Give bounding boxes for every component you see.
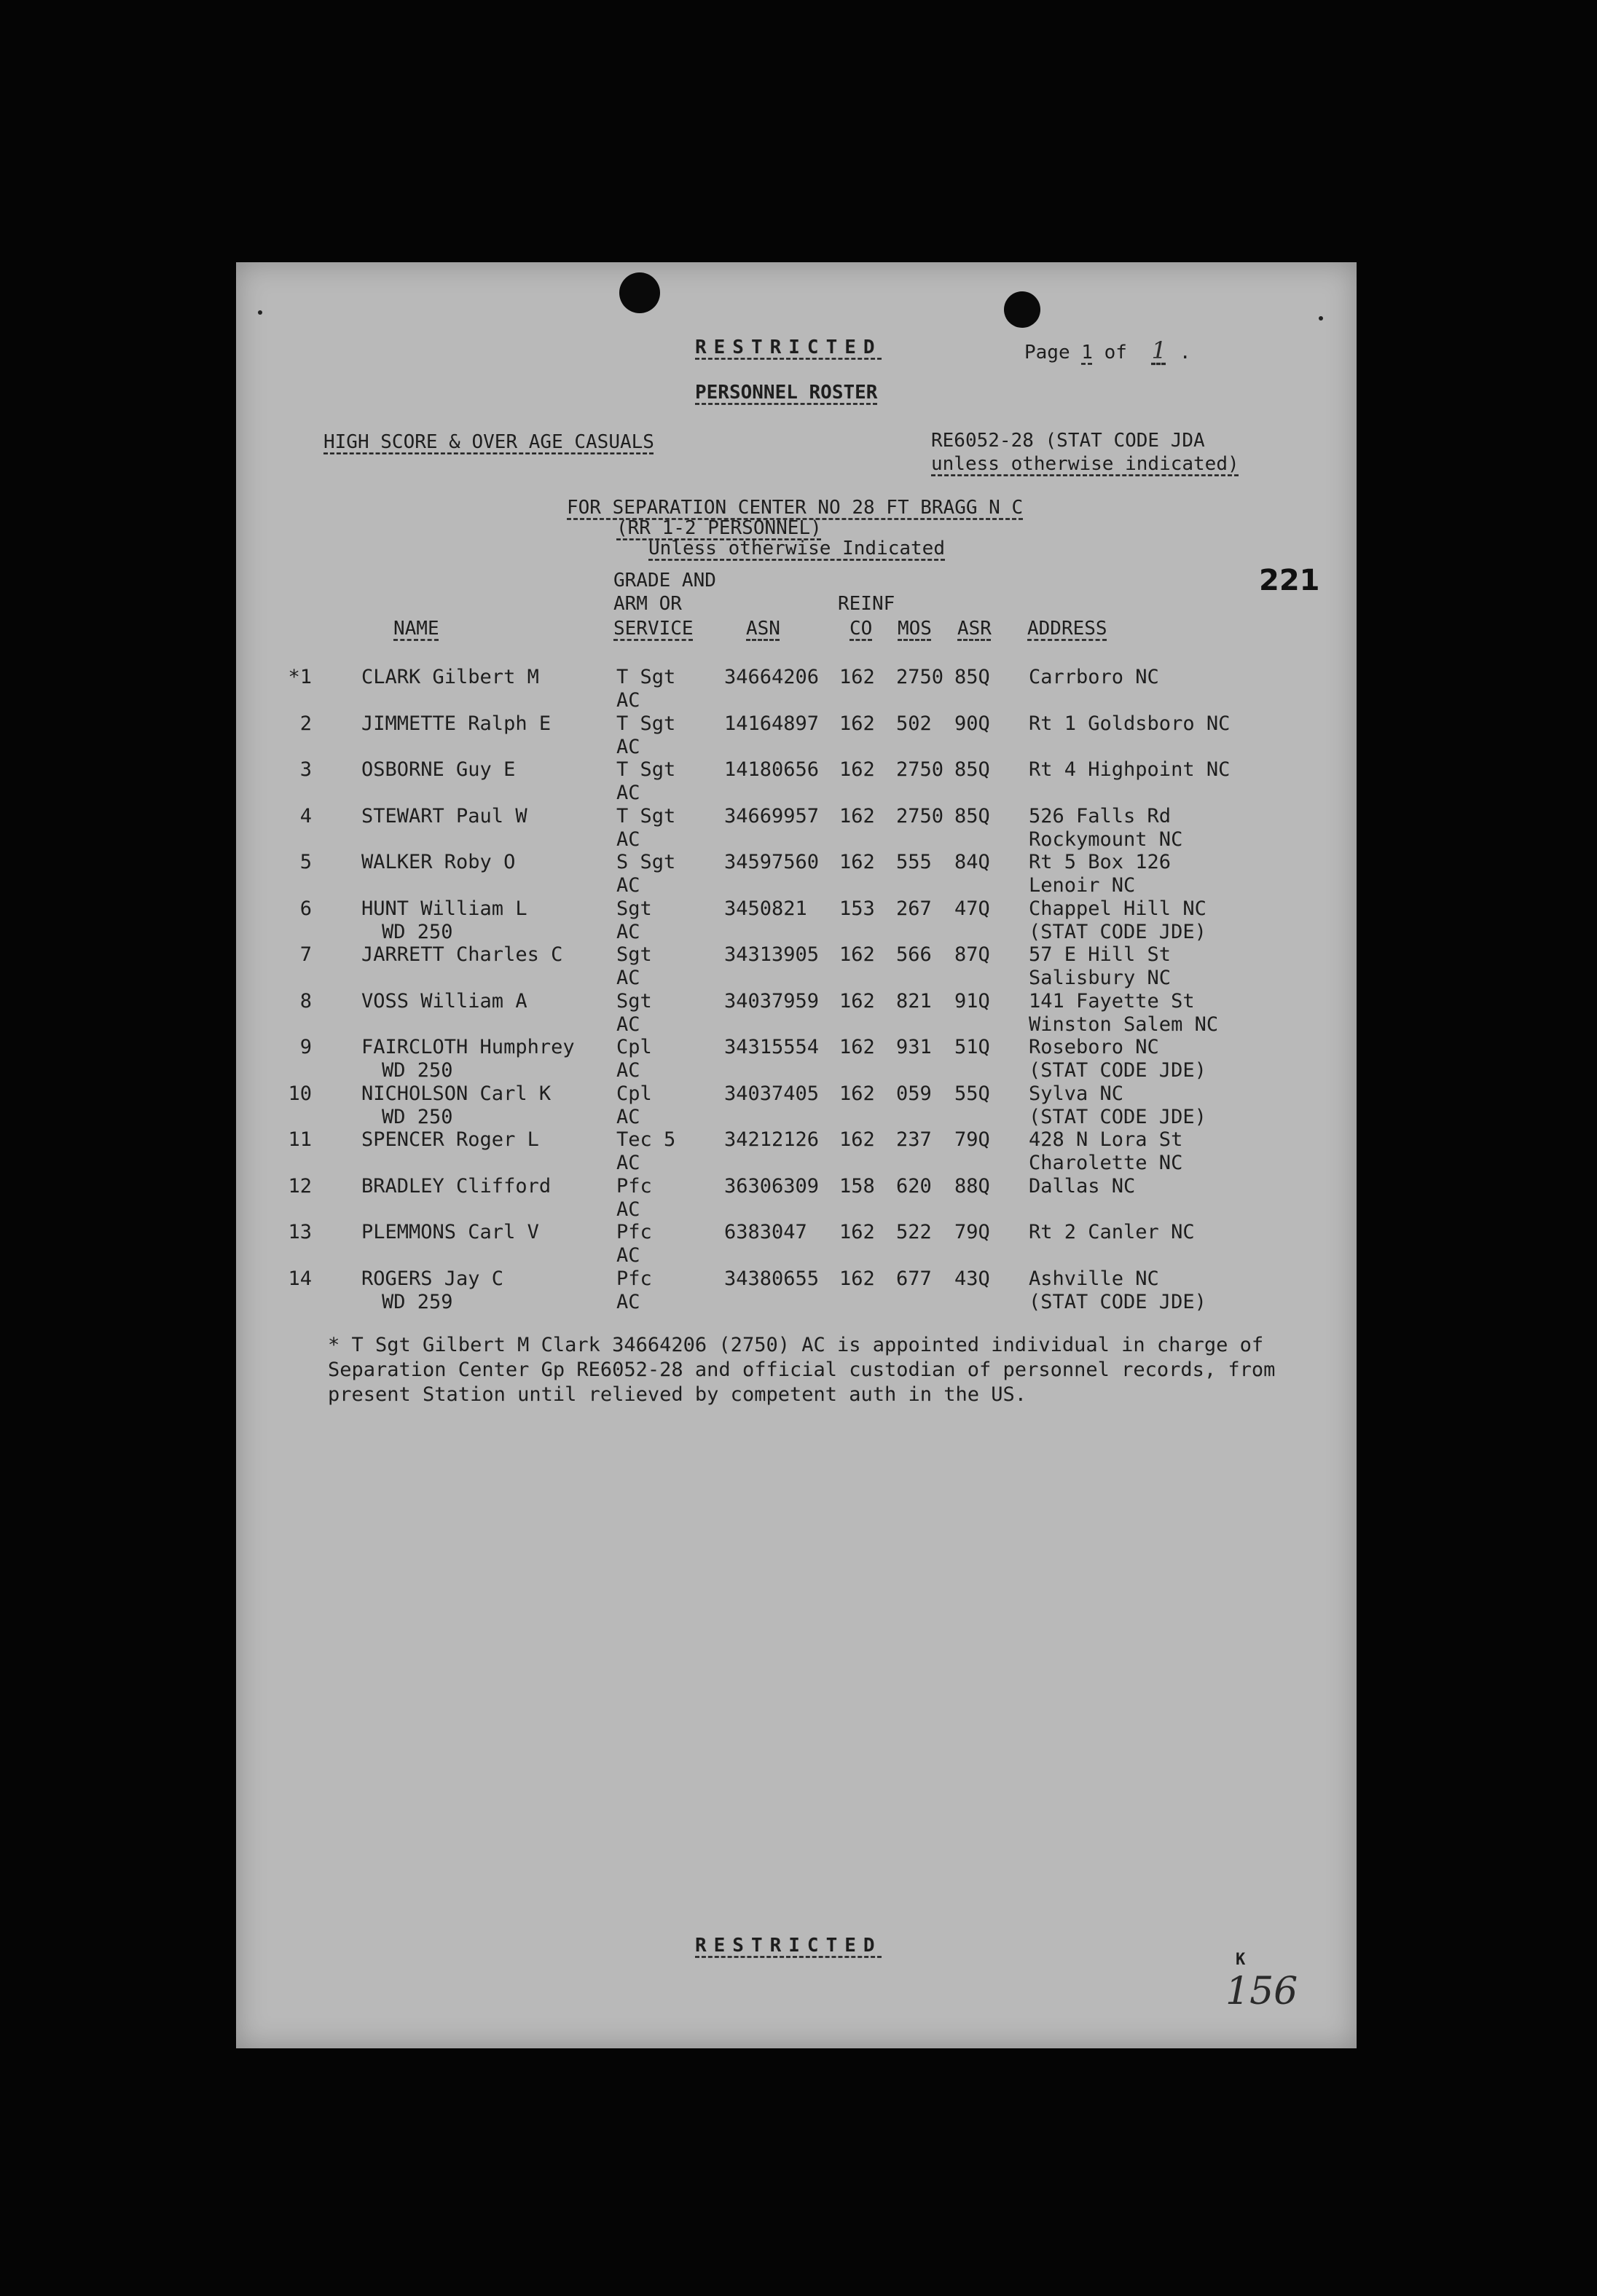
col-mos: MOS	[898, 618, 932, 640]
row-name: FAIRCLOTH Humphrey	[361, 1036, 575, 1058]
corner-mark: K	[1236, 1951, 1246, 1969]
row-name: BRADLEY Clifford	[361, 1174, 552, 1198]
table-row	[236, 1267, 1357, 1314]
classification-bottom: RESTRICTED	[695, 1935, 882, 1957]
row-mos: 2750	[896, 666, 944, 688]
row-address-2: (STAT CODE JDE)	[1029, 1105, 1206, 1128]
row-asn: 6383047	[724, 1221, 807, 1243]
row-number: 2	[299, 712, 312, 735]
col-name: NAME	[393, 618, 439, 640]
row-mos: 677	[896, 1267, 932, 1290]
col-address: ADDRESS	[1027, 618, 1107, 640]
row-address-1: 428 N Lora St	[1029, 1128, 1183, 1151]
row-arm: AC	[616, 1105, 640, 1128]
unless-line: Unless otherwise Indicated	[648, 538, 945, 559]
row-co: 162	[839, 666, 875, 688]
row-address-2: Winston Salem NC	[1029, 1013, 1219, 1036]
page-of: of	[1104, 342, 1127, 363]
row-grade: Sgt	[616, 897, 652, 920]
row-name: SPENCER Roger L	[361, 1128, 539, 1151]
row-name: WALKER Roby O	[361, 851, 516, 873]
footnote	[328, 1333, 1275, 1407]
roster-title: PERSONNEL ROSTER	[695, 382, 878, 404]
row-asr: 79Q	[954, 1128, 990, 1151]
document-page	[236, 262, 1357, 2048]
table-row	[236, 758, 1357, 805]
row-grade: S Sgt	[616, 851, 676, 873]
row-name: CLARK Gilbert M	[361, 666, 539, 688]
col-asn: ASN	[746, 618, 780, 640]
row-mos: 2750	[896, 804, 944, 827]
row-arm: AC	[616, 1013, 640, 1036]
row-asr: 43Q	[954, 1267, 990, 1290]
row-mos: 059	[896, 1082, 932, 1105]
row-grade: Sgt	[616, 989, 652, 1013]
row-address-1: Rt 4 Highpoint NC	[1029, 758, 1231, 781]
table-row	[236, 1221, 1357, 1267]
row-address-2: (STAT CODE JDE)	[1029, 920, 1206, 943]
row-number: 10	[288, 1082, 312, 1105]
row-asn: 34212126	[724, 1128, 820, 1151]
row-number: 7	[299, 943, 312, 966]
punch-hole-right	[1004, 291, 1040, 328]
row-co: 162	[839, 758, 875, 781]
row-address-1: Rt 1 Goldsboro NC	[1029, 712, 1231, 735]
row-co: 162	[839, 804, 875, 827]
row-asr: 85Q	[954, 758, 990, 781]
row-asn: 34315554	[724, 1036, 820, 1058]
col-reinf: REINF	[838, 593, 895, 615]
row-name: OSBORNE Guy E	[361, 758, 516, 781]
row-mos: 2750	[896, 758, 944, 781]
footnote-line-2: Separation Center Gp RE6052-28 and official custodian of personnel records, from	[328, 1359, 1276, 1381]
page-total: 1	[1151, 337, 1166, 364]
table-row	[236, 712, 1357, 759]
row-address-1: 57 E Hill St	[1029, 943, 1172, 966]
row-asr: 88Q	[954, 1174, 990, 1198]
col-grade-line3: SERVICE	[613, 618, 694, 640]
row-address-2: Salisbury NC	[1029, 967, 1172, 989]
row-address-2: (STAT CODE JDE)	[1029, 1290, 1206, 1313]
row-number: *1	[288, 666, 312, 688]
table-row	[236, 1175, 1357, 1222]
row-address-2: Rockymount NC	[1029, 827, 1183, 851]
row-number: 12	[288, 1174, 312, 1198]
row-arm: AC	[616, 1244, 640, 1267]
row-grade: Tec 5	[616, 1128, 676, 1151]
separation-center-line: FOR SEPARATION CENTER NO 28 FT BRAGG N C	[567, 497, 1024, 519]
row-grade: Sgt	[616, 943, 652, 966]
row-co: 162	[839, 943, 875, 966]
row-asn: 3450821	[724, 897, 807, 920]
row-mos: 821	[896, 989, 932, 1013]
row-co: 162	[839, 1221, 875, 1243]
row-address-1: Sylva NC	[1029, 1082, 1124, 1105]
row-co: 158	[839, 1174, 875, 1198]
row-arm: AC	[616, 920, 640, 943]
row-co: 153	[839, 897, 875, 920]
table-row	[236, 1082, 1357, 1129]
row-name: JARRETT Charles C	[361, 943, 563, 966]
row-mos: 522	[896, 1221, 932, 1243]
row-number: 5	[299, 851, 312, 873]
table-row	[236, 1128, 1357, 1175]
row-address-2: (STAT CODE JDE)	[1029, 1059, 1206, 1082]
row-name: STEWART Paul W	[361, 804, 527, 827]
row-co: 162	[839, 989, 875, 1013]
row-address-2: Lenoir NC	[1029, 874, 1136, 897]
row-asr: 79Q	[954, 1221, 990, 1243]
row-co: 162	[839, 1036, 875, 1058]
row-arm: AC	[616, 1290, 640, 1313]
row-wd: WD 250	[382, 1059, 453, 1082]
row-asr: 55Q	[954, 1082, 990, 1105]
code-line-1: RE6052-28 (STAT CODE JDA	[931, 430, 1205, 452]
col-co: CO	[849, 618, 873, 640]
row-number: 14	[288, 1267, 312, 1290]
row-grade: T Sgt	[616, 666, 676, 688]
row-address-1: 141 Fayette St	[1029, 989, 1195, 1013]
row-address-1: Roseboro NC	[1029, 1036, 1159, 1058]
row-co: 162	[839, 712, 875, 735]
handwritten-number: 156	[1225, 1970, 1298, 2013]
row-asr: 85Q	[954, 666, 990, 688]
row-asr: 84Q	[954, 851, 990, 873]
punch-hole-left	[619, 272, 660, 313]
row-address-2: Charolette NC	[1029, 1152, 1183, 1174]
table-row	[236, 805, 1357, 852]
classification-top: RESTRICTED	[695, 337, 882, 358]
row-number: 11	[288, 1128, 312, 1151]
row-asr: 51Q	[954, 1036, 990, 1058]
table-row	[236, 897, 1357, 944]
row-asr: 87Q	[954, 943, 990, 966]
row-arm: AC	[616, 1198, 640, 1221]
row-name: VOSS William A	[361, 989, 527, 1013]
row-name: JIMMETTE Ralph E	[361, 712, 552, 735]
personnel-line: (RR 1-2 PERSONNEL)	[616, 517, 822, 539]
row-name: HUNT William L	[361, 897, 527, 920]
casuals-title: HIGH SCORE & OVER AGE CASUALS	[323, 431, 654, 453]
row-asn: 36306309	[724, 1174, 820, 1198]
row-arm: AC	[616, 967, 640, 989]
speck-mark	[1319, 316, 1323, 321]
row-number: 9	[299, 1036, 312, 1058]
row-name: PLEMMONS Carl V	[361, 1221, 539, 1243]
row-arm: AC	[616, 1059, 640, 1082]
row-arm: AC	[616, 735, 640, 758]
row-asr: 91Q	[954, 989, 990, 1013]
row-number: 8	[299, 989, 312, 1013]
table-row	[236, 990, 1357, 1037]
table-row	[236, 851, 1357, 897]
row-asn: 34037405	[724, 1082, 820, 1105]
row-wd: WD 250	[382, 1105, 453, 1128]
row-number: 13	[288, 1221, 312, 1243]
row-grade: T Sgt	[616, 804, 676, 827]
row-arm: AC	[616, 1152, 640, 1174]
row-mos: 555	[896, 851, 932, 873]
row-name: NICHOLSON Carl K	[361, 1082, 552, 1105]
row-arm: AC	[616, 827, 640, 851]
table-row	[236, 943, 1357, 990]
row-wd: WD 259	[382, 1290, 453, 1313]
row-address-1: Carrboro NC	[1029, 666, 1159, 688]
row-asn: 14164897	[724, 712, 820, 735]
col-grade-line2: ARM OR	[613, 593, 682, 615]
row-arm: AC	[616, 689, 640, 712]
row-asn: 34669957	[724, 804, 820, 827]
row-name: ROGERS Jay C	[361, 1267, 504, 1290]
row-asn: 34664206	[724, 666, 820, 688]
row-grade: T Sgt	[616, 758, 676, 781]
table-row	[236, 666, 1357, 712]
col-grade-line1: GRADE AND	[613, 570, 716, 591]
row-mos: 931	[896, 1036, 932, 1058]
row-asn: 14180656	[724, 758, 820, 781]
row-address-1: Dallas NC	[1029, 1174, 1136, 1198]
row-address-1: Rt 2 Canler NC	[1029, 1221, 1195, 1243]
row-arm: AC	[616, 782, 640, 804]
row-grade: Cpl	[616, 1082, 652, 1105]
row-address-1: Rt 5 Box 126	[1029, 851, 1172, 873]
row-asr: 85Q	[954, 804, 990, 827]
row-asr: 90Q	[954, 712, 990, 735]
row-asn: 34037959	[724, 989, 820, 1013]
row-asn: 34313905	[724, 943, 820, 966]
row-co: 162	[839, 851, 875, 873]
footnote-line-1: * T Sgt Gilbert M Clark 34664206 (2750) AC is appointed individual in charge of	[328, 1334, 1264, 1356]
row-mos: 267	[896, 897, 932, 920]
row-mos: 566	[896, 943, 932, 966]
row-number: 3	[299, 758, 312, 781]
row-address-1: Ashville NC	[1029, 1267, 1159, 1290]
footnote-line-3: present Station until relieved by competent auth in the US.	[328, 1383, 1027, 1406]
row-grade: Pfc	[616, 1221, 652, 1243]
row-asn: 34597560	[724, 851, 820, 873]
row-address-1: Chappel Hill NC	[1029, 897, 1206, 920]
stamp-number: 221	[1259, 564, 1320, 597]
row-wd: WD 250	[382, 920, 453, 943]
row-grade: T Sgt	[616, 712, 676, 735]
row-asn: 34380655	[724, 1267, 820, 1290]
row-grade: Cpl	[616, 1036, 652, 1058]
row-co: 162	[839, 1082, 875, 1105]
page-number: 1	[1081, 342, 1093, 363]
col-asr: ASR	[957, 618, 992, 640]
row-asr: 47Q	[954, 897, 990, 920]
row-co: 162	[839, 1267, 875, 1290]
row-mos: 620	[896, 1174, 932, 1198]
row-co: 162	[839, 1128, 875, 1151]
row-number: 4	[299, 804, 312, 827]
row-arm: AC	[616, 874, 640, 897]
page-indicator: Page 1 of 1 .	[1024, 337, 1191, 364]
speck-mark	[258, 310, 262, 315]
page-label: Page	[1024, 342, 1070, 363]
row-address-1: 526 Falls Rd	[1029, 804, 1172, 827]
row-grade: Pfc	[616, 1174, 652, 1198]
table-row	[236, 1036, 1357, 1082]
row-grade: Pfc	[616, 1267, 652, 1290]
code-line-2: unless otherwise indicated)	[931, 453, 1239, 475]
row-mos: 502	[896, 712, 932, 735]
row-mos: 237	[896, 1128, 932, 1151]
row-number: 6	[299, 897, 312, 920]
